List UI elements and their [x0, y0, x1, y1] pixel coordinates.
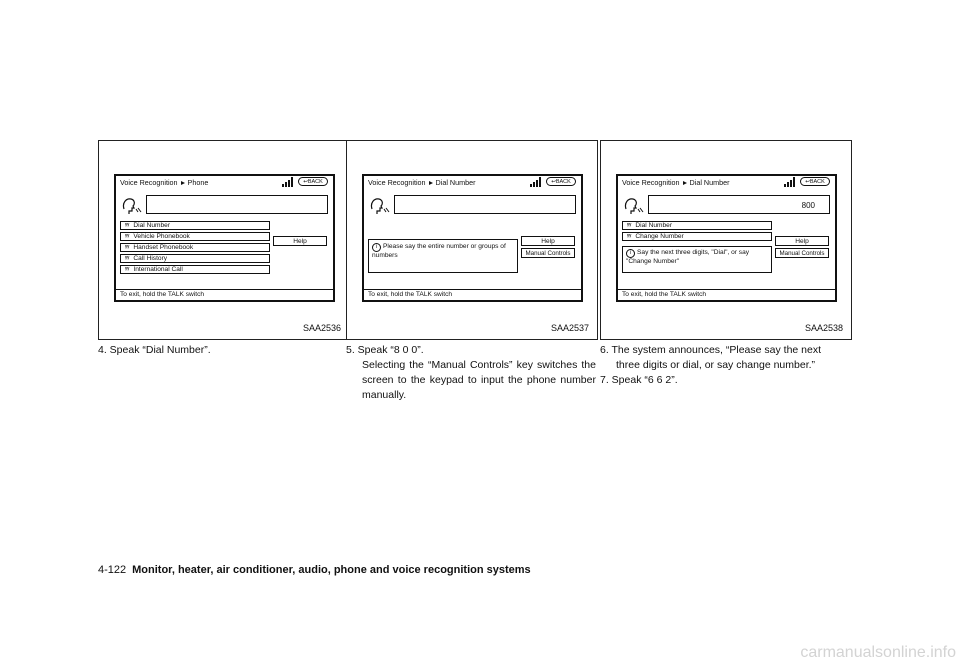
- help-button[interactable]: Help: [775, 236, 829, 246]
- number-entry-field: [394, 195, 576, 214]
- figure-saa2538: [600, 140, 852, 340]
- help-button[interactable]: Help: [521, 236, 575, 246]
- exit-hint: To exit, hold the TALK switch: [364, 289, 581, 300]
- step-6-line-2: three digits or dial, or say change number.”: [616, 359, 816, 371]
- menu-item-call-history[interactable]: ᵞᵞ Call History: [120, 254, 270, 263]
- manual-controls-button[interactable]: Manual Controls: [775, 248, 829, 258]
- voice-prompt-box: i Say the next three digits, "Dial", or say "Change Number": [622, 246, 772, 273]
- step-7: 7. Speak “6 6 2”.: [600, 374, 678, 386]
- watermark: carmanualsonline.info: [800, 644, 956, 661]
- figure-saa2537: [346, 140, 598, 340]
- exit-hint: To exit, hold the TALK switch: [618, 289, 835, 300]
- figure-code: SAA2536: [302, 323, 341, 333]
- voice-command-icon: ᵞᵞ: [125, 234, 130, 240]
- screen-header: Voice Recognition Dial Number: [368, 178, 476, 187]
- voice-command-icon: ᵞᵞ: [627, 234, 632, 240]
- voice-command-icon: ᵞᵞ: [125, 267, 130, 273]
- screen-header: Voice Recognition Dial Number: [622, 178, 730, 187]
- figure-code: SAA2538: [804, 323, 843, 333]
- signal-strength-icon: [784, 177, 798, 187]
- back-button[interactable]: ↩BACK: [298, 177, 328, 186]
- voice-prompt-box: i Please say the entire number or groups of numbers: [368, 239, 518, 273]
- number-entry-field: [146, 195, 328, 214]
- phone-screen: [616, 174, 837, 302]
- step-5-description: Selecting the “Manual Controls” key switches the screen to the keypad to input the phone number manually.: [362, 359, 596, 401]
- page-footer: [98, 564, 531, 576]
- voice-command-icon: ᵞᵞ: [125, 223, 130, 229]
- exit-hint: To exit, hold the TALK switch: [116, 289, 333, 300]
- menu-item-handset-phonebook[interactable]: ᵞᵞ Handset Phonebook: [120, 243, 270, 252]
- voice-recognition-head-icon: [120, 195, 142, 217]
- info-icon: i: [626, 249, 635, 258]
- figure-saa2536: [98, 140, 350, 340]
- step-6-line-1: 6. The system announces, “Please say the next: [600, 344, 822, 356]
- number-entry-field: 800: [648, 195, 830, 214]
- menu-item-dial-number[interactable]: ᵞᵞ Dial Number: [120, 221, 270, 230]
- voice-command-icon: ᵞᵞ: [125, 245, 130, 251]
- voice-command-icon: ᵞᵞ: [125, 256, 130, 262]
- step-6-7: [600, 343, 852, 388]
- screen-header: Voice Recognition Phone: [120, 178, 209, 187]
- manual-controls-button[interactable]: Manual Controls: [521, 248, 575, 258]
- section-title: Monitor, heater, air conditioner, audio, phone and voice recognition systems: [132, 564, 531, 576]
- info-icon: i: [372, 243, 381, 252]
- voice-recognition-head-icon: [368, 195, 390, 217]
- menu-item-international-call[interactable]: ᵞᵞ International Call: [120, 265, 270, 274]
- help-button[interactable]: Help: [273, 236, 327, 246]
- back-button[interactable]: ↩BACK: [546, 177, 576, 186]
- menu-item-vehicle-phonebook[interactable]: ᵞᵞ Vehicle Phonebook: [120, 232, 270, 241]
- page-number: 4-122: [98, 564, 127, 576]
- phone-screen: [114, 174, 335, 302]
- phone-screen: [362, 174, 583, 302]
- signal-strength-icon: [282, 177, 296, 187]
- signal-strength-icon: [530, 177, 544, 187]
- step-5: 5. Speak “8 0 0”. Selecting the “Manual Controls” key switches the screen to the keypad to input the phone number manually.: [346, 344, 596, 401]
- breadcrumb-arrow-icon: [429, 181, 433, 185]
- menu-item-dial-number[interactable]: ᵞᵞ Dial Number: [622, 221, 772, 230]
- figure-code: SAA2537: [550, 323, 589, 333]
- breadcrumb-arrow-icon: [683, 181, 687, 185]
- menu-item-change-number[interactable]: ᵞᵞ Change Number: [622, 232, 772, 241]
- voice-recognition-head-icon: [622, 195, 644, 217]
- voice-command-icon: ᵞᵞ: [627, 223, 632, 229]
- breadcrumb-arrow-icon: [181, 181, 185, 185]
- step-4: 4. Speak “Dial Number”.: [98, 344, 211, 356]
- back-button[interactable]: ↩BACK: [800, 177, 830, 186]
